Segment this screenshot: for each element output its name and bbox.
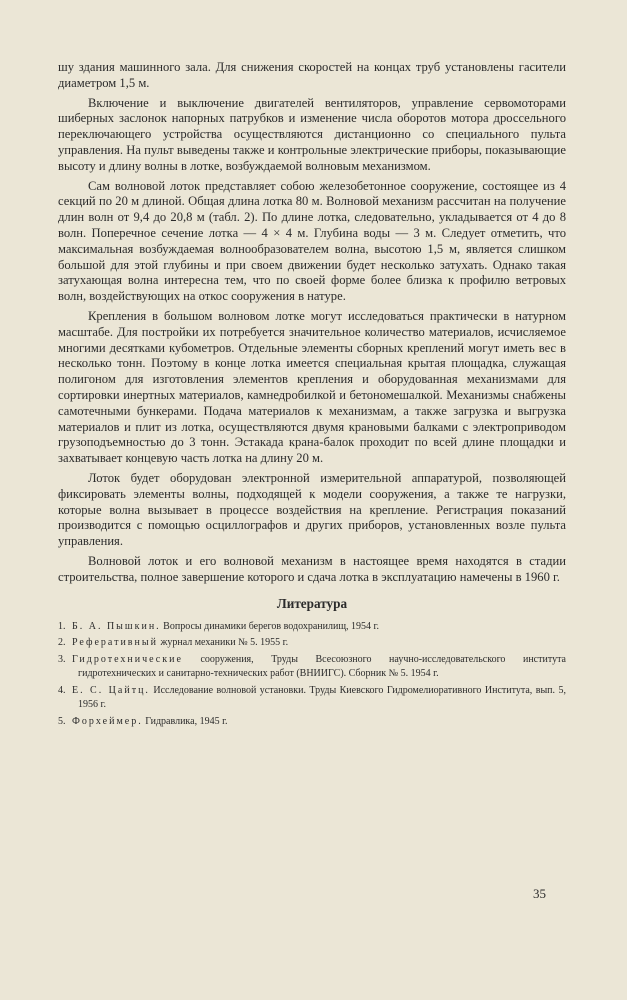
reference-list — [58, 620, 566, 730]
reference-item: 4. Е. С. Цайтц. Исследование волновой установки. Труды Киевского Гидромелиоративного Института, вып. 5, 1956 г. — [58, 684, 566, 711]
paragraph-2: Включение и выключение двигателей вентиляторов, управление сервомоторами шиберных заслонок напорных патрубков и изменение числа оборотов мотора дроссельного переключающего устройства осуществляются дистанционно со специального пульта управления. На пульт выведены также и контрольные электрические приборы, показывающие высоту и длину волны в лотке, возбуждаемой волновым механизмом. — [58, 95, 566, 173]
paragraph-4: Крепления в большом волновом лотке могут исследоваться практически в натурном масштабе. Для постройки их потребуется значительное количество материалов, исчисляемое многими десятками кубометров. Отдельные элементы сборных креплений могут иметь вес в несколько тонн. Поэтому в конце лотка имеется специальная крытая площадка, служащая полигоном для изготовления элементов крепления и оборудованная механизмами для сортировки инертных материалов, камнедробилкой и бетономешалкой. Механизмы снабжены самотечными бункерами. Подача материалов к механизмам, а также загрузка и выгрузка материалов и плит из лотка, осуществляются двумя крановыми балками с электроприводом грузоподъемностью до 3 тонн. Эстакада крана-балок проходит по всей длине площадки и захватывает концевую часть лотка на длину 20 м. — [58, 308, 566, 466]
paragraph-5: Лоток будет оборудован электронной измерительной аппаратурой, позволяющей фиксировать элементы волны, подходящей к модели сооружения, а также те нагрузки, которые волна вызывает в процессе воздействия на крепление. Регистрация показаний производится с помощью осциллографов и других приборов, установленных возле пульта управления. — [58, 470, 566, 549]
paragraph-1: шу здания машинного зала. Для снижения скоростей на концах труб установлены гасители диаметром 1,5 м. — [58, 60, 566, 90]
reference-item: 2. Реферативный журнал механики № 5. 1955 г. — [58, 637, 289, 649]
body-text — [58, 60, 566, 586]
page-content — [58, 60, 566, 732]
reference-item: 1. Б. А. Пышкин. Вопросы динамики берегов водохранилищ, 1954 г. — [58, 620, 379, 632]
literature-heading: Литература — [276, 595, 348, 611]
page-number: 35 — [533, 886, 546, 901]
paragraph-3: Сам волновой лоток представляет собою железобетонное сооружение, состоящее из 4 секций по 20 м длиной. Общая длина лотка 80 м. Волновой механизм рассчитан на получение длин волн от 9,4 до 20,8 м (табл. 2). По длине лотка, следовательно, укладывается от 4 до 8 волн. Поперечное сечение лотка — 4 × 4 м. Глубина воды — 3 м. Следует отметить, что максимальная возбуждаемая волнообразователем волна, высотою 1,5 м, является слишком большой для этой глубины и при своем движении будет несколько затухать. Однако такая затухающая волна интересна тем, что по своей форме более близка к профилю ветровых волн, воздействующих на откос сооружения в натуре. — [58, 178, 566, 304]
reference-item: 3. Гидротехнические сооружения, Труды Всесоюзного научно-исследовательского института гидротехнических и санитарно-технических работ (ВНИИГС). Сборник № 5. 1954 г. — [58, 653, 566, 680]
reference-item: 5. Форхеймер. Гидравлика, 1945 г. — [58, 716, 228, 728]
paragraph-6: Волновой лоток и его волновой механизм в настоящее время находятся в стадии строительства, полное завершение которого и сдача лотка в эксплуатацию намечены в 1960 г. — [58, 553, 566, 584]
